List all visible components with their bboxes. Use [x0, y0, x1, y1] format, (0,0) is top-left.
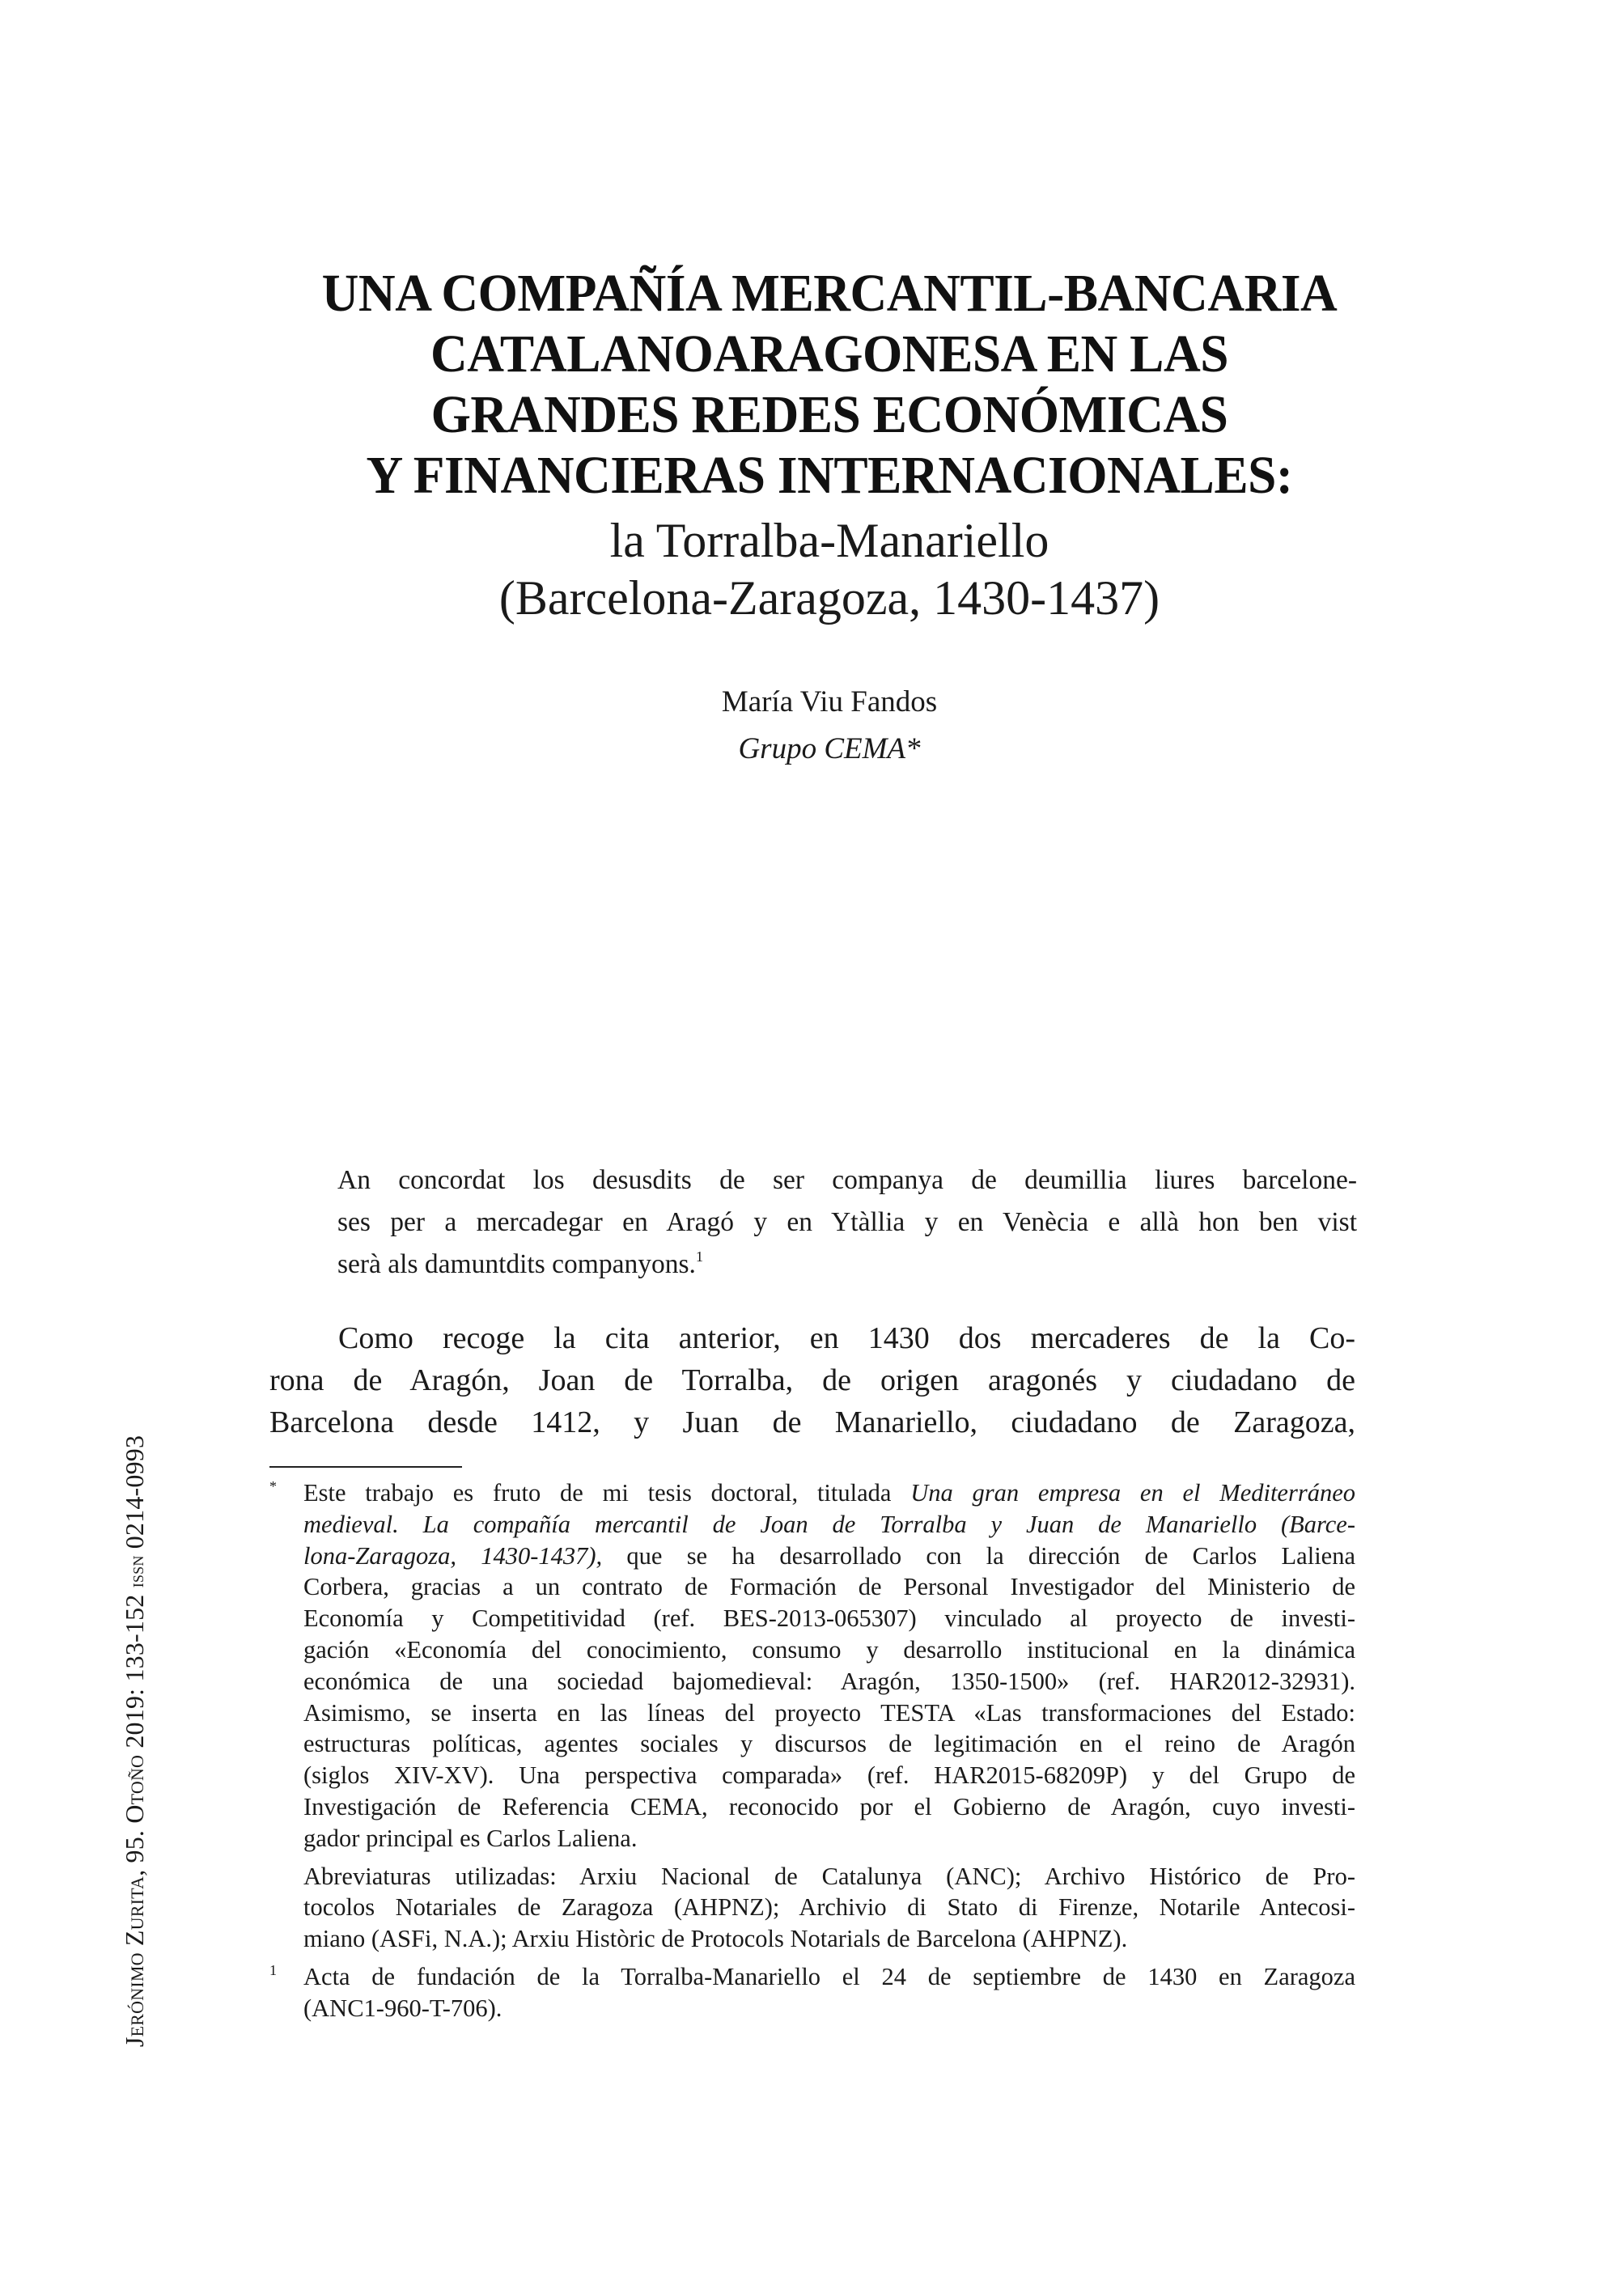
- footnote-line: (ANC1-960-T-706).: [303, 1994, 502, 2022]
- subtitle-line-1: la Torralba-Manariello: [609, 514, 1049, 567]
- footnote-line: económica de una sociedad bajomedieval: Aragón, 1350-1500» (ref. HAR2012-32931).: [303, 1667, 1355, 1695]
- title-line-4: Y FINANCIERAS INTERNACIONALES:: [366, 446, 1293, 505]
- body-paragraph: [269, 1317, 1355, 1443]
- issn-label: issn: [125, 1555, 148, 1588]
- body-line: rona de Aragón, Joan de Torralba, de origen aragonés y ciudadano de: [269, 1363, 1355, 1397]
- epigraph-line: An concordat los desusdits de ser companya de deumillia liures barcelone-: [337, 1165, 1357, 1195]
- epigraph-line: ses per a mercadegar en Aragó y en Ytàllia y en Venècia e allà hon ben vist: [337, 1207, 1357, 1237]
- footnote-line: gador principal es Carlos Laliena.: [303, 1824, 638, 1852]
- footnote-star: [269, 1477, 1355, 1854]
- footnote-ref-1[interactable]: 1: [695, 1248, 704, 1265]
- season: Otoño: [120, 1754, 149, 1824]
- footnote-line: tocolos Notariales de Zaragoza (AHPNZ); Archivio di Stato di Firenze, Notarile Antecosi-: [303, 1893, 1355, 1922]
- footnote-line: Investigación de Referencia CEMA, reconocido por el Gobierno de Aragón, cuyo investi-: [303, 1792, 1355, 1820]
- footnotes-section: [269, 1477, 1355, 2031]
- footnote-line: estructuras políticas, agentes sociales y discursos de legitimación en el reino de Aragón: [303, 1730, 1355, 1758]
- body-line: Como recoge la cita anterior, en 1430 dos mercaderes de la Co-: [338, 1321, 1355, 1355]
- footnote-line: medieval. La compañía mercantil de Joan de Torralba y Juan de Manariello (Barce-: [303, 1510, 1355, 1538]
- footnote-divider: [269, 1466, 462, 1468]
- footnote-line: gación «Economía del conocimiento, consumo y desarrollo institucional en la dinámica: [303, 1635, 1355, 1664]
- author-affiliation: Grupo CEMA*: [738, 732, 921, 765]
- subtitle-line-2: (Barcelona-Zaragoza, 1430-1437): [498, 571, 1160, 625]
- footnote-abbreviations: [269, 1861, 1355, 1955]
- footnote-line: Abreviaturas utilizadas: Arxiu Nacional de Catalunya (ANC); Archivo Histórico de Pro-: [303, 1862, 1355, 1890]
- footnote-line: Economía y Competitividad (ref. BES-2013-065307) vinculado al proyecto de investi-: [303, 1604, 1355, 1633]
- title-line-3: GRANDES REDES ECONÓMICAS: [430, 385, 1228, 444]
- footnote-line: Este trabajo es fruto de mi tesis doctoral, titulada Una gran empresa en el Mediterráneo: [303, 1479, 1355, 1507]
- footnote-mark: 1: [269, 1961, 277, 1978]
- footnote-1: [269, 1961, 1355, 2024]
- footnote-line: Acta de fundación de la Torralba-Manariello el 24 de septiembre de 1430 en Zaragoza: [303, 1962, 1355, 1990]
- journal-name: Jerónimo Zurita: [120, 1876, 149, 2047]
- footnote-line: Asimismo, se inserta en las líneas del proyecto TESTA «Las transformaciones del Estado:: [303, 1698, 1355, 1727]
- issn-number: 0214-0993: [120, 1435, 149, 1556]
- footnote-mark: *: [269, 1478, 277, 1494]
- footnote-line: Corbera, gracias a un contrato de Formación de Personal Investigador del Ministerio de: [303, 1573, 1355, 1601]
- journal-spine-citation: Jerónimo Zurita, 95. Otoño 2019: 133-152 issn 0214-0993: [120, 1435, 149, 2047]
- footnote-line: (siglos XIV-XV). Una perspectiva comparada» (ref. HAR2015-68209P) y del Grupo de: [303, 1761, 1355, 1790]
- article-title-block: [243, 263, 1416, 627]
- footnote-line: miano (ASFi, N.A.); Arxiu Històric de Protocols Notarials de Barcelona (AHPNZ).: [303, 1925, 1128, 1953]
- title-line-2: CATALANOARAGONESA EN LAS: [430, 324, 1228, 384]
- title-line-1: UNA COMPAÑÍA MERCANTIL-BANCARIA: [321, 264, 1338, 323]
- author-name: María Viu Fandos: [721, 685, 938, 718]
- epigraph-line: serà als damuntdits companyons.$^1$: [337, 1248, 704, 1279]
- epigraph-quote: [337, 1159, 1357, 1286]
- body-line: Barcelona desde 1412, y Juan de Manariello, ciudadano de Zaragoza,: [269, 1405, 1355, 1439]
- footnote-line: lona-Zaragoza, 1430-1437), que se ha desarrollado con la dirección de Carlos Laliena: [303, 1541, 1355, 1570]
